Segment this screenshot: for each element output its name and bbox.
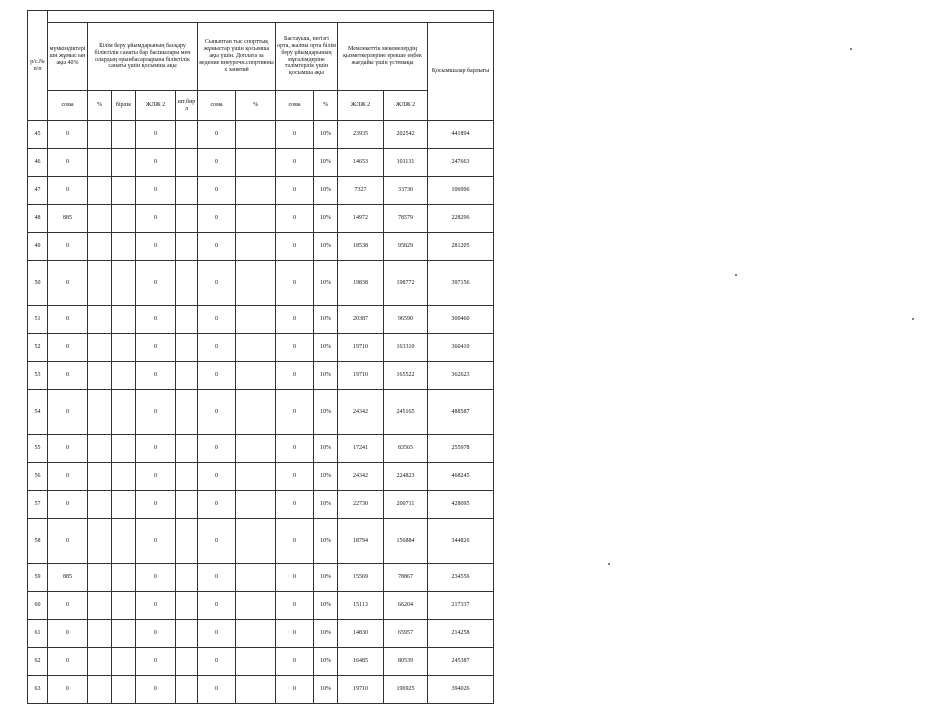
table-cell-v: 17241 bbox=[338, 435, 384, 463]
table-cell-v: 19710 bbox=[338, 676, 384, 704]
table-row bbox=[28, 233, 494, 261]
subheader-cell: сома bbox=[276, 91, 314, 121]
table-cell-a: 0 bbox=[48, 519, 88, 564]
table-cell-t: 95829 bbox=[384, 233, 428, 261]
table-cell-empty bbox=[112, 390, 136, 435]
subheader-cell: шт.бир л bbox=[176, 91, 198, 121]
table-body bbox=[28, 121, 494, 704]
table-cell-v: 22730 bbox=[338, 491, 384, 519]
table-cell-t: 224823 bbox=[384, 463, 428, 491]
table-cell-c8: 0 bbox=[276, 149, 314, 177]
table-cell-c6: 0 bbox=[198, 306, 236, 334]
table-cell-empty bbox=[236, 306, 276, 334]
table-cell-empty bbox=[176, 205, 198, 233]
table-cell-empty bbox=[88, 390, 112, 435]
table-cell-a: 0 bbox=[48, 261, 88, 306]
table-cell-empty bbox=[236, 362, 276, 390]
table-cell-empty bbox=[236, 334, 276, 362]
table-cell-c6: 0 bbox=[198, 177, 236, 205]
table-cell-p: 10% bbox=[314, 564, 338, 592]
table-cell-p: 10% bbox=[314, 463, 338, 491]
table-cell-n: 60 bbox=[28, 592, 48, 620]
table-cell-t: 198772 bbox=[384, 261, 428, 306]
table-cell-c4: 0 bbox=[136, 362, 176, 390]
table-cell-c6: 0 bbox=[198, 435, 236, 463]
table-row bbox=[28, 491, 494, 519]
subheader-cell: бірлік bbox=[112, 91, 136, 121]
table-cell-c6: 0 bbox=[198, 564, 236, 592]
table-cell-n: 47 bbox=[28, 177, 48, 205]
table-cell-m: 217337 bbox=[428, 592, 494, 620]
table-cell-c6: 0 bbox=[198, 592, 236, 620]
table-cell-empty bbox=[236, 121, 276, 149]
table-row bbox=[28, 620, 494, 648]
table-cell-empty bbox=[112, 592, 136, 620]
table-cell-c4: 0 bbox=[136, 463, 176, 491]
table-cell-m: 468245 bbox=[428, 463, 494, 491]
table-cell-c6: 0 bbox=[198, 463, 236, 491]
table-cell-p: 10% bbox=[314, 306, 338, 334]
table-cell-p: 10% bbox=[314, 620, 338, 648]
table-row bbox=[28, 177, 494, 205]
table-cell-c8: 0 bbox=[276, 205, 314, 233]
table-cell-c4: 0 bbox=[136, 306, 176, 334]
table-cell-empty bbox=[236, 149, 276, 177]
table-cell-p: 10% bbox=[314, 592, 338, 620]
table-cell-empty bbox=[112, 149, 136, 177]
table-cell-c6: 0 bbox=[198, 205, 236, 233]
table-cell-empty bbox=[176, 648, 198, 676]
table-cell-empty bbox=[176, 592, 198, 620]
subheader-cell: ЖЛЖ 2 bbox=[136, 91, 176, 121]
table-row bbox=[28, 463, 494, 491]
table-cell-empty bbox=[88, 306, 112, 334]
table-cell-c8: 0 bbox=[276, 463, 314, 491]
table-cell-c6: 0 bbox=[198, 261, 236, 306]
table-cell-empty bbox=[88, 676, 112, 704]
table-cell-empty bbox=[88, 592, 112, 620]
table-row bbox=[28, 519, 494, 564]
table-cell-n: 48 bbox=[28, 205, 48, 233]
table-cell-v: 19838 bbox=[338, 261, 384, 306]
table-cell-n: 57 bbox=[28, 491, 48, 519]
table-cell-c4: 0 bbox=[136, 261, 176, 306]
table-cell-c4: 0 bbox=[136, 149, 176, 177]
table-row bbox=[28, 564, 494, 592]
table-cell-empty bbox=[88, 261, 112, 306]
table-cell-c4: 0 bbox=[136, 592, 176, 620]
table-cell-n: 51 bbox=[28, 306, 48, 334]
table-cell-p: 10% bbox=[314, 149, 338, 177]
table-cell-empty bbox=[88, 205, 112, 233]
table-cell-c8: 0 bbox=[276, 334, 314, 362]
table-cell-c8: 0 bbox=[276, 519, 314, 564]
table-cell-empty bbox=[236, 390, 276, 435]
table-cell-c8: 0 bbox=[276, 233, 314, 261]
table-cell-c8: 0 bbox=[276, 390, 314, 435]
table-cell-t: 78579 bbox=[384, 205, 428, 233]
table-cell-m: 214258 bbox=[428, 620, 494, 648]
table-cell-empty bbox=[112, 205, 136, 233]
table-row bbox=[28, 121, 494, 149]
table-cell-v: 14653 bbox=[338, 149, 384, 177]
table-cell-empty bbox=[176, 491, 198, 519]
table-cell-c4: 0 bbox=[136, 121, 176, 149]
table-cell-t: 196925 bbox=[384, 676, 428, 704]
table-cell-c8: 0 bbox=[276, 306, 314, 334]
table-cell-n: 62 bbox=[28, 648, 48, 676]
table-cell-c4: 0 bbox=[136, 491, 176, 519]
table-cell-empty bbox=[112, 620, 136, 648]
table-cell-empty bbox=[236, 233, 276, 261]
table-cell-empty bbox=[176, 435, 198, 463]
table-cell-empty bbox=[112, 435, 136, 463]
table-row bbox=[28, 205, 494, 233]
table-cell-c6: 0 bbox=[198, 519, 236, 564]
table-cell-c8: 0 bbox=[276, 435, 314, 463]
table-cell-v: 7327 bbox=[338, 177, 384, 205]
table-cell-c8: 0 bbox=[276, 362, 314, 390]
table-cell-a: 0 bbox=[48, 463, 88, 491]
table-header bbox=[28, 11, 494, 121]
table-cell-p: 10% bbox=[314, 121, 338, 149]
table-cell-a: 0 bbox=[48, 620, 88, 648]
table-cell-v: 15569 bbox=[338, 564, 384, 592]
table-row bbox=[28, 648, 494, 676]
table-row bbox=[28, 390, 494, 435]
table-cell-t: 101131 bbox=[384, 149, 428, 177]
table-cell-a: 0 bbox=[48, 306, 88, 334]
subheader-cell: ЖЛЖ 2 bbox=[338, 91, 384, 121]
table-cell-n: 45 bbox=[28, 121, 48, 149]
table-row bbox=[28, 592, 494, 620]
table-cell-p: 10% bbox=[314, 261, 338, 306]
table-cell-empty bbox=[236, 205, 276, 233]
header-top-spacer bbox=[48, 11, 494, 23]
subheader-cell: % bbox=[236, 91, 276, 121]
table-cell-t: 80539 bbox=[384, 648, 428, 676]
table-cell-m: 234556 bbox=[428, 564, 494, 592]
table-cell-p: 10% bbox=[314, 435, 338, 463]
scan-speck bbox=[608, 563, 610, 565]
table-cell-empty bbox=[236, 564, 276, 592]
table-cell-empty bbox=[112, 306, 136, 334]
table-cell-c4: 0 bbox=[136, 334, 176, 362]
table-cell-c8: 0 bbox=[276, 676, 314, 704]
scan-speck bbox=[912, 318, 914, 320]
table-cell-c6: 0 bbox=[198, 648, 236, 676]
table-cell-c8: 0 bbox=[276, 648, 314, 676]
table-cell-p: 10% bbox=[314, 676, 338, 704]
table-cell-n: 55 bbox=[28, 435, 48, 463]
table-cell-empty bbox=[112, 648, 136, 676]
table-cell-c6: 0 bbox=[198, 676, 236, 704]
scan-speck bbox=[850, 48, 852, 50]
col-header-special-conditions: Мемлекеттік мекемелердің қызметкерлеріне ерекше еңбек жағдайы үшін үстемақы bbox=[338, 23, 428, 91]
table-cell-c4: 0 bbox=[136, 435, 176, 463]
table-cell-a: 0 bbox=[48, 177, 88, 205]
table-row bbox=[28, 435, 494, 463]
table-cell-empty bbox=[236, 620, 276, 648]
table-cell-c4: 0 bbox=[136, 519, 176, 564]
table-cell-empty bbox=[176, 564, 198, 592]
table-cell-t: 202542 bbox=[384, 121, 428, 149]
table-cell-n: 58 bbox=[28, 519, 48, 564]
table-cell-a: 0 bbox=[48, 334, 88, 362]
table-cell-a: 0 bbox=[48, 233, 88, 261]
table-cell-c6: 0 bbox=[198, 362, 236, 390]
col-header-number: р/с.№ п/п bbox=[28, 11, 48, 121]
table-cell-n: 53 bbox=[28, 362, 48, 390]
table-cell-c6: 0 bbox=[198, 121, 236, 149]
table-cell-empty bbox=[176, 261, 198, 306]
table-cell-n: 50 bbox=[28, 261, 48, 306]
table-cell-empty bbox=[112, 519, 136, 564]
table-cell-c4: 0 bbox=[136, 648, 176, 676]
table-cell-a: 0 bbox=[48, 491, 88, 519]
table-cell-n: 56 bbox=[28, 463, 48, 491]
table-cell-empty bbox=[236, 463, 276, 491]
table-row bbox=[28, 334, 494, 362]
table-cell-m: 344826 bbox=[428, 519, 494, 564]
table-cell-empty bbox=[88, 519, 112, 564]
table-cell-empty bbox=[112, 121, 136, 149]
table-cell-empty bbox=[176, 121, 198, 149]
table-cell-c6: 0 bbox=[198, 149, 236, 177]
table-cell-m: 441894 bbox=[428, 121, 494, 149]
table-cell-empty bbox=[88, 149, 112, 177]
table-row bbox=[28, 676, 494, 704]
table-cell-m: 362623 bbox=[428, 362, 494, 390]
subheader-cell: % bbox=[314, 91, 338, 121]
table-cell-p: 10% bbox=[314, 390, 338, 435]
table-cell-p: 10% bbox=[314, 233, 338, 261]
table-cell-empty bbox=[176, 620, 198, 648]
table-cell-t: 33730 bbox=[384, 177, 428, 205]
table-cell-empty bbox=[88, 620, 112, 648]
table-cell-v: 14830 bbox=[338, 620, 384, 648]
table-cell-a: 0 bbox=[48, 362, 88, 390]
table-cell-empty bbox=[112, 463, 136, 491]
table-cell-empty bbox=[236, 519, 276, 564]
table-cell-v: 14972 bbox=[338, 205, 384, 233]
table-cell-v: 16485 bbox=[338, 648, 384, 676]
table-cell-empty bbox=[176, 463, 198, 491]
table-cell-empty bbox=[112, 676, 136, 704]
table-cell-p: 10% bbox=[314, 362, 338, 390]
table-cell-c8: 0 bbox=[276, 564, 314, 592]
table-cell-m: 247663 bbox=[428, 149, 494, 177]
table-cell-p: 10% bbox=[314, 205, 338, 233]
table-cell-t: 245165 bbox=[384, 390, 428, 435]
table-cell-a: 0 bbox=[48, 648, 88, 676]
table-cell-c8: 0 bbox=[276, 261, 314, 306]
table-cell-v: 18538 bbox=[338, 233, 384, 261]
table-cell-c6: 0 bbox=[198, 390, 236, 435]
table-cell-n: 52 bbox=[28, 334, 48, 362]
table-cell-m: 397156 bbox=[428, 261, 494, 306]
col-header-a: мүмкіндіктері шн жұмыс ын ақы 40% bbox=[48, 23, 88, 91]
col-header-sport: Сыныптан тыс спорттық жұмыстар үшін қосымша ақы үшін. Доплата за ведение внеурочн.спортивны х занятий bbox=[198, 23, 276, 91]
table-cell-v: 18794 bbox=[338, 519, 384, 564]
table-cell-empty bbox=[112, 564, 136, 592]
table-cell-empty bbox=[176, 177, 198, 205]
table-cell-m: 228296 bbox=[428, 205, 494, 233]
table-cell-empty bbox=[112, 177, 136, 205]
table-cell-n: 49 bbox=[28, 233, 48, 261]
table-cell-m: 255978 bbox=[428, 435, 494, 463]
table-cell-p: 10% bbox=[314, 177, 338, 205]
table-cell-a: 0 bbox=[48, 121, 88, 149]
col-header-qualification: Білім беру ұйымдарының басқару біліктілік санаты бар басшылары мен олардың орынбасарларына біліктілік санаты үшін қосымша ақы bbox=[88, 23, 198, 91]
table-cell-m: 106996 bbox=[428, 177, 494, 205]
subheader-cell: сома bbox=[198, 91, 236, 121]
table-cell-c4: 0 bbox=[136, 177, 176, 205]
table-row bbox=[28, 306, 494, 334]
scan-speck bbox=[735, 274, 737, 276]
table-cell-empty bbox=[88, 648, 112, 676]
table-cell-p: 10% bbox=[314, 491, 338, 519]
table-cell-m: 300460 bbox=[428, 306, 494, 334]
table-cell-empty bbox=[88, 121, 112, 149]
table-cell-m: 488587 bbox=[428, 390, 494, 435]
table-cell-empty bbox=[112, 334, 136, 362]
table-cell-v: 23935 bbox=[338, 121, 384, 149]
table-cell-empty bbox=[88, 177, 112, 205]
table-row bbox=[28, 149, 494, 177]
table-cell-p: 10% bbox=[314, 519, 338, 564]
table-cell-a: 0 bbox=[48, 676, 88, 704]
table-cell-v: 19710 bbox=[338, 334, 384, 362]
table-cell-a: 885 bbox=[48, 205, 88, 233]
table-cell-t: 78867 bbox=[384, 564, 428, 592]
table-cell-empty bbox=[176, 390, 198, 435]
table-cell-t: 163310 bbox=[384, 334, 428, 362]
table-cell-c4: 0 bbox=[136, 390, 176, 435]
table-cell-empty bbox=[176, 676, 198, 704]
table-cell-empty bbox=[236, 592, 276, 620]
table-cell-t: 165522 bbox=[384, 362, 428, 390]
table-cell-c6: 0 bbox=[198, 334, 236, 362]
salary-table bbox=[27, 10, 494, 704]
table-cell-m: 245387 bbox=[428, 648, 494, 676]
table-cell-t: 83565 bbox=[384, 435, 428, 463]
table-cell-c6: 0 bbox=[198, 491, 236, 519]
table-cell-a: 885 bbox=[48, 564, 88, 592]
table-cell-c4: 0 bbox=[136, 620, 176, 648]
table-cell-empty bbox=[176, 149, 198, 177]
table-cell-empty bbox=[88, 491, 112, 519]
table-cell-n: 61 bbox=[28, 620, 48, 648]
table-cell-c4: 0 bbox=[136, 564, 176, 592]
table-cell-empty bbox=[236, 435, 276, 463]
table-cell-t: 156884 bbox=[384, 519, 428, 564]
table-cell-n: 63 bbox=[28, 676, 48, 704]
table-cell-empty bbox=[112, 491, 136, 519]
table-cell-m: 394026 bbox=[428, 676, 494, 704]
table-cell-c8: 0 bbox=[276, 177, 314, 205]
table-cell-c4: 0 bbox=[136, 205, 176, 233]
table-cell-empty bbox=[176, 362, 198, 390]
table-cell-n: 46 bbox=[28, 149, 48, 177]
table-cell-p: 10% bbox=[314, 648, 338, 676]
table-cell-empty bbox=[236, 648, 276, 676]
table-cell-t: 200711 bbox=[384, 491, 428, 519]
table-cell-empty bbox=[88, 362, 112, 390]
table-cell-n: 54 bbox=[28, 390, 48, 435]
subheader-cell: сома bbox=[48, 91, 88, 121]
table-cell-v: 24342 bbox=[338, 463, 384, 491]
table-cell-c8: 0 bbox=[276, 592, 314, 620]
table-cell-empty bbox=[88, 564, 112, 592]
table-cell-v: 20387 bbox=[338, 306, 384, 334]
table-cell-empty bbox=[236, 491, 276, 519]
table-cell-t: 96590 bbox=[384, 306, 428, 334]
table-cell-empty bbox=[176, 233, 198, 261]
subheader-row bbox=[28, 91, 494, 121]
table-cell-empty bbox=[88, 463, 112, 491]
table-cell-m: 360410 bbox=[428, 334, 494, 362]
col-header-total: Қосымшалар барлығы bbox=[428, 23, 494, 121]
table-row bbox=[28, 362, 494, 390]
table-cell-c4: 0 bbox=[136, 676, 176, 704]
table-cell-empty bbox=[88, 334, 112, 362]
table-cell-c8: 0 bbox=[276, 121, 314, 149]
table-cell-empty bbox=[88, 233, 112, 261]
salary-table-sheet bbox=[27, 10, 493, 693]
table-cell-m: 428095 bbox=[428, 491, 494, 519]
table-cell-m: 281205 bbox=[428, 233, 494, 261]
subheader-cell: % bbox=[88, 91, 112, 121]
subheader-cell: ЖЛЖ 2 bbox=[384, 91, 428, 121]
table-cell-c4: 0 bbox=[136, 233, 176, 261]
table-cell-a: 0 bbox=[48, 435, 88, 463]
table-cell-c6: 0 bbox=[198, 620, 236, 648]
table-cell-a: 0 bbox=[48, 390, 88, 435]
table-cell-v: 19710 bbox=[338, 362, 384, 390]
table-cell-c8: 0 bbox=[276, 620, 314, 648]
table-cell-empty bbox=[112, 233, 136, 261]
table-cell-empty bbox=[112, 261, 136, 306]
table-cell-p: 10% bbox=[314, 334, 338, 362]
table-cell-c8: 0 bbox=[276, 491, 314, 519]
table-cell-empty bbox=[112, 362, 136, 390]
table-cell-t: 66204 bbox=[384, 592, 428, 620]
table-cell-empty bbox=[236, 676, 276, 704]
table-row bbox=[28, 261, 494, 306]
table-cell-a: 0 bbox=[48, 149, 88, 177]
col-header-mentoring: Бастауыш, негізгі орта, жалпы орта білім беру ұйымдарының мұғалімдеріне тәлімгерлік үшін қосымша ақы bbox=[276, 23, 338, 91]
table-cell-empty bbox=[176, 519, 198, 564]
table-cell-c6: 0 bbox=[198, 233, 236, 261]
table-cell-empty bbox=[236, 261, 276, 306]
table-cell-t: 65957 bbox=[384, 620, 428, 648]
table-cell-empty bbox=[88, 435, 112, 463]
table-cell-v: 15113 bbox=[338, 592, 384, 620]
table-cell-empty bbox=[176, 306, 198, 334]
table-cell-empty bbox=[236, 177, 276, 205]
table-cell-v: 24342 bbox=[338, 390, 384, 435]
table-cell-n: 59 bbox=[28, 564, 48, 592]
table-cell-empty bbox=[176, 334, 198, 362]
table-cell-a: 0 bbox=[48, 592, 88, 620]
